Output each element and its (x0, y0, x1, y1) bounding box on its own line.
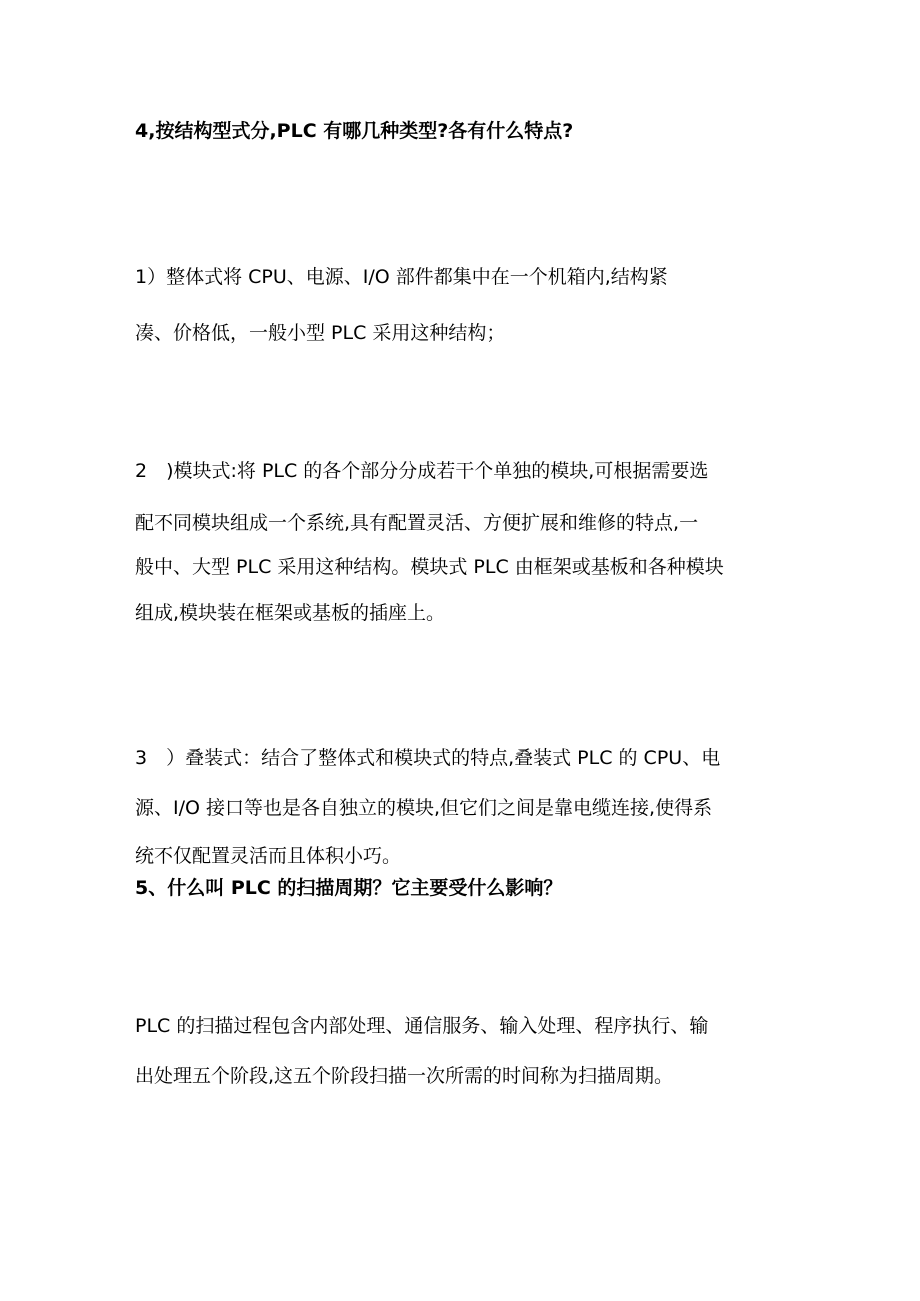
answer-2-line-4: 组成,模块装在框架或基板的插座上。 (135, 602, 446, 624)
answer-1-line-1: 1）整体式将 CPU、电源、I/O 部件都集中在一个机箱内,结构紧 (135, 266, 668, 288)
answer-3-line-1: 3 ）叠装式：结合了整体式和模块式的特点,叠装式 PLC 的 CPU、电 (135, 747, 721, 769)
question-5-heading: 5、什么叫 PLC 的扫描周期？它主要受什么影响？ (135, 877, 563, 899)
question-4-heading: 4,按结构型式分,PLC 有哪几种类型?各有什么特点? (135, 120, 574, 142)
answer-2-line-2: 配不同模块组成一个系统,具有配置灵活、方便扩展和维修的特点,一 (135, 512, 699, 534)
answer-1-line-2: 凑、价格低，一般小型 PLC 采用这种结构； (135, 322, 506, 344)
answer-2-line-3: 般中、大型 PLC 采用这种结构。模块式 PLC 由框架或基板和各种模块 (135, 556, 724, 578)
answer-5-line-1: PLC 的扫描过程包含内部处理、通信服务、输入处理、程序执行、输 (135, 1015, 709, 1037)
answer-3-line-2: 源、I/O 接口等也是各自独立的模块,但它们之间是靠电缆连接,使得系 (135, 797, 713, 819)
answer-3-line-3: 统不仅配置灵活而且体积小巧。 (135, 845, 402, 867)
answer-5-line-2: 出处理五个阶段,这五个阶段扫描一次所需的时间称为扫描周期。 (135, 1065, 674, 1087)
answer-2-line-1: 2 )模块式:将 PLC 的各个部分分成若干个单独的模块,可根据需要选 (135, 460, 709, 482)
